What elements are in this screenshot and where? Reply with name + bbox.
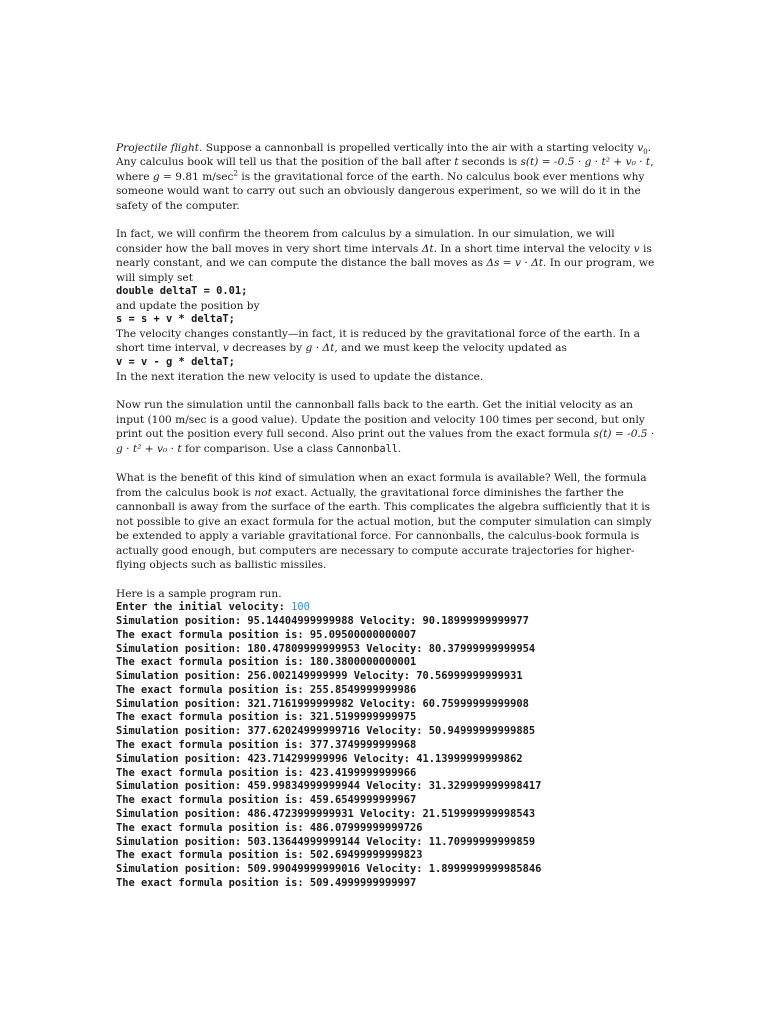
code-line: s = s + v * deltaT; [116, 313, 235, 326]
simulation-output-line: Simulation position: 256.002149999999 Velocity: 70.56999999999931 [116, 670, 523, 683]
var-t: t [454, 156, 459, 169]
paragraph-simulation [116, 227, 656, 285]
program-output [116, 615, 656, 891]
exact-output-line: The exact formula position is: 255.8549999999986 [116, 683, 417, 696]
var-v: v [637, 142, 644, 154]
paragraph-instructions [116, 398, 656, 457]
exact-output-line: The exact formula position is: 486.07999999999726 [116, 821, 423, 834]
text: What is the benefit of this kind of simulation when an exact formula is available? Well, the formula from the calculus book is [116, 472, 647, 499]
section-title: Projectile flight [116, 142, 200, 154]
text: for comparison. Use a class [181, 442, 337, 455]
text-line: and update the position by [116, 299, 260, 312]
text: In fact, we will confirm the theorem from calculus by a simulation. In our simulation, we will consider how the ball moves in very short time intervals [116, 228, 615, 255]
paragraph-velocity [116, 327, 656, 356]
exact-output-line: The exact formula position is: 95.09500000000007 [116, 628, 417, 641]
simulation-output-line: Simulation position: 180.47809999999953 Velocity: 80.37999999999954 [116, 642, 536, 655]
text: . [397, 442, 402, 455]
input-value: 100 [291, 601, 310, 614]
simulation-output-line: Simulation position: 321.7161999999982 Velocity: 60.75999999999908 [116, 697, 529, 710]
simulation-output-line: Simulation position: 423.714299999996 Velocity: 41.13999999999862 [116, 752, 523, 765]
text: Now run the simulation until the cannonball falls back to the earth. Get the initial velocity as an input (100 m/sec is a good value). Update the position and velocity 100 times per second, but only print out the position every full second. Also print out the values from the exact formula [116, 399, 645, 441]
emphasis: not [254, 486, 272, 499]
text: seconds is [458, 156, 521, 169]
text: is nearly constant, and we can compute the distance the ball moves as [116, 242, 652, 270]
text: . In a short time interval the velocity [433, 242, 634, 255]
text: . Any calculus book will tell us that the position of the ball after [116, 142, 652, 169]
simulation-output-line: Simulation position: 503.13644999999144 Velocity: 11.70999999999859 [116, 835, 536, 848]
class-name: Cannonball [336, 443, 398, 455]
var-v: v [222, 342, 229, 355]
subscript: 0 [643, 148, 648, 157]
simulation-output-line: Simulation position: 459.99834999999944 Velocity: 31.329999999998417 [116, 780, 542, 793]
input-prompt-line [116, 601, 656, 615]
simulation-output-line: Simulation position: 509.99049999999016 Velocity: 1.8999999999985846 [116, 863, 542, 876]
formula: s(t) = -0.5 · g · t² + v₀ · t [520, 156, 651, 169]
paragraph-intro [116, 141, 656, 213]
formula: Δs = v · Δt [486, 257, 544, 270]
exact-output-line: The exact formula position is: 180.3800000000001 [116, 656, 417, 669]
text: = 9.81 m/sec [159, 170, 234, 183]
text-line: In the next iteration the new velocity is used to update the distance. [116, 370, 484, 383]
formula: Δt [421, 242, 434, 255]
text: . Suppose a cannonball is propelled vertically into the air with a starting velocity [199, 142, 638, 154]
exact-output-line: The exact formula position is: 423.4199999999966 [116, 766, 417, 779]
text: The velocity changes constantly—in fact, it is reduced by the gravitational force of the earth. In a short time interval, [116, 328, 640, 355]
prompt-text: Enter the initial velocity: [116, 601, 292, 614]
simulation-output-line: Simulation position: 95.14404999999988 Velocity: 90.18999999999977 [116, 614, 529, 627]
exact-output-line: The exact formula position is: 321.5199999999975 [116, 711, 417, 724]
exact-output-line: The exact formula position is: 502.69499999999823 [116, 849, 423, 862]
simulation-output-line: Simulation position: 377.62024999999716 Velocity: 50.94999999999885 [116, 725, 536, 738]
document-page [116, 141, 656, 891]
text: , and we must keep the velocity updated as [334, 342, 567, 355]
var-v: v [633, 242, 640, 255]
code-line: double deltaT = 0.01; [116, 285, 248, 298]
paragraph-benefit [116, 471, 656, 572]
text: , where [116, 156, 654, 183]
superscript: 2 [233, 169, 238, 178]
sample-intro: Here is a sample program run. [116, 587, 282, 600]
text: decreases by [228, 342, 306, 355]
exact-output-line: The exact formula position is: 509.4999999999997 [116, 877, 417, 890]
exact-output-line: The exact formula position is: 459.6549999999967 [116, 794, 417, 807]
exact-output-line: The exact formula position is: 377.3749999999968 [116, 739, 417, 752]
formula: s(t) = -0.5 · g · t² + v₀ · t [116, 428, 655, 455]
text: exact. Actually, the gravitational force diminishes the farther the cannonball is away from the surface of the earth. This complicates the algebra sufficiently that it is not possible to give an exact formula for the actual motion, but the computer simulation can simply be extended to apply a variable gravitational force. For cannonballs, the calculus-book formula is actually good enough, but computers are necessary to compute accurate trajectories for higher-flying objects such as ballistic missiles. [116, 486, 652, 571]
text: is the gravitational force of the earth. No calculus book ever mentions why someone would want to carry out such an obviously dangerous experiment, so we will do it in the safety of the computer. [116, 170, 645, 212]
formula: g · Δt [305, 342, 335, 355]
var-g: g [152, 170, 160, 183]
code-line: v = v - g * deltaT; [116, 355, 235, 368]
text: . In our program, we will simply set [116, 257, 655, 284]
simulation-output-line: Simulation position: 486.4723999999931 Velocity: 21.519999999998543 [116, 808, 536, 821]
